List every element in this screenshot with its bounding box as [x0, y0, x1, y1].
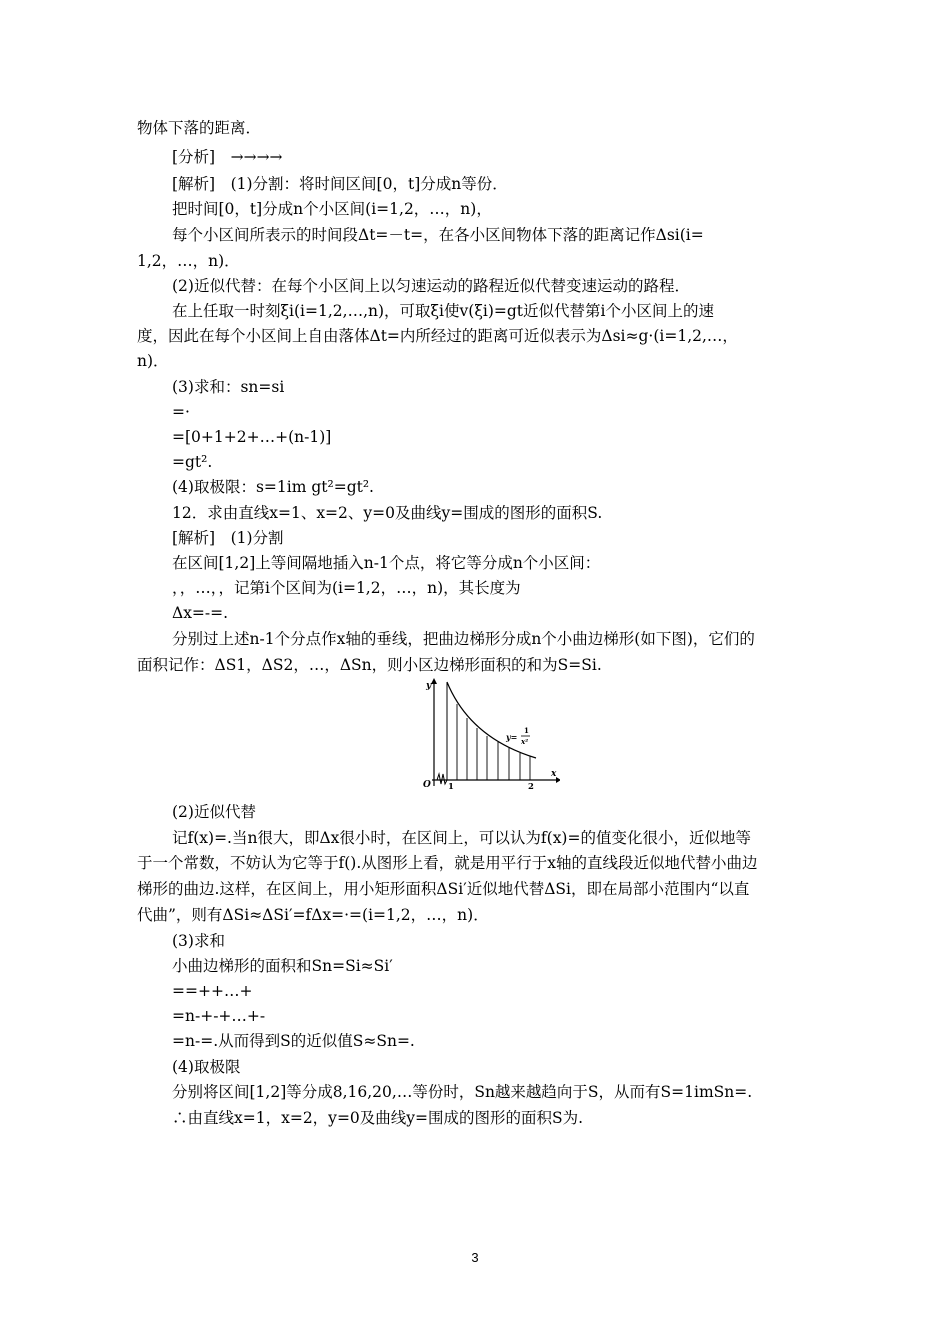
- curve-trapezoid-figure: [420, 676, 560, 790]
- text-line: Δx=-=.: [172, 604, 229, 622]
- text-line: 记f(x)=.当n很大，即Δx很小时，在区间上，可以认为f(x)=的值变化很小，近似地等: [172, 829, 751, 847]
- text-line: 度，因此在每个小区间上自由落体Δt=内所经过的距离可近似表示为Δsi≈g·(i=1,2,…，: [137, 327, 738, 345]
- text-line: =gt².: [172, 453, 213, 471]
- x-axis-arrow: [556, 777, 560, 783]
- text-line: (2)近似代替: [172, 803, 256, 821]
- curve-y-1-over-x: [447, 682, 536, 758]
- text-line: ，，…，，记第i个区间为(i=1,2，…，n)，其长度为: [172, 579, 521, 597]
- text-line: 在区间[1,2]上等间隔地插入n-1个点，将它等分成n个小区间：: [172, 554, 601, 572]
- text-line: 梯形的曲边.这样，在区间上，用小矩形面积ΔSi′近似地代替ΔSi，即在局部小范围内“以直: [137, 880, 750, 898]
- curve-equation-numerator: 1: [524, 726, 529, 735]
- x-axis-label: x: [551, 769, 557, 779]
- text-line: (3)求和: [172, 932, 225, 950]
- origin-label: O: [423, 780, 431, 790]
- x-tick-label-1: 1: [448, 782, 454, 790]
- text-line: 面积记作：ΔS1，ΔS2，…，ΔSn，则小区边梯形面积的和为S=Si.: [137, 656, 602, 674]
- text-line: 于一个常数，不妨认为它等于f().从图形上看，就是用平行于x轴的直线段近似地代替小曲边: [137, 854, 758, 872]
- text-line: 每个小区间所表示的时间段Δt=－t=，在各小区间物体下落的距离记作Δsi(i=: [172, 226, 704, 244]
- text-line: (4)取极限：s=1im gt²=gt².: [172, 478, 374, 496]
- text-line: ==++…+: [172, 982, 253, 1000]
- text-line: (4)取极限: [172, 1058, 241, 1076]
- y-axis-arrow: [431, 678, 437, 684]
- curve-equation-denominator: x²: [521, 737, 529, 746]
- text-line: (2)近似代替：在每个小区间上以匀速运动的路程近似代替变速运动的路程．: [172, 277, 690, 295]
- x-tick-label-2: 2: [528, 782, 534, 790]
- text-line: =n-=.从而得到S的近似值S≈Sn=.: [172, 1032, 415, 1050]
- text-line: n)．: [137, 352, 169, 370]
- text-line: [解析] (1)分割: [172, 529, 284, 547]
- text-line: 物体下落的距离．: [137, 119, 262, 137]
- text-line: =n-+-+…+-: [172, 1007, 266, 1025]
- axis-break-mark: [437, 774, 447, 784]
- text-line: 分别将区间[1,2]等分成8,16,20,…等份时，Sn越来越趋向于S，从而有S=1imSn=.: [172, 1083, 753, 1101]
- text-line: [解析] (1)分割：将时间区间[0，t]分成n等份．: [172, 175, 508, 193]
- curve-equation-label: y=: [506, 732, 518, 742]
- page-number: 3: [471, 1250, 479, 1265]
- text-line: ∴由直线x=1，x=2，y=0及曲线y=围成的图形的面积S为.: [172, 1109, 584, 1127]
- text-line: 在上任取一时刻ξi(i=1,2,…,n)，可取ξi使v(ξi)=gt近似代替第i个小区间上的速: [172, 302, 714, 320]
- text-line: (3)求和：sn=si: [172, 378, 285, 396]
- text-line: 把时间[0，t]分成n个小区间(i=1,2，…，n)，: [172, 200, 492, 218]
- text-line: [分析] →→→→: [172, 148, 283, 166]
- text-line: 代曲”，则有ΔSi≈ΔSi′=fΔx=·=(i=1,2，…，n)．: [137, 906, 489, 924]
- text-line: =·: [172, 403, 190, 421]
- text-line: 分别过上述n-1个分点作x轴的垂线，把曲边梯形分成n个小曲边梯形(如下图)，它们的: [172, 630, 755, 648]
- text-line: =[0+1+2+…+(n-1)]: [172, 428, 332, 446]
- text-line: 12．求由直线x=1、x=2、y=0及曲线y=围成的图形的面积S.: [172, 504, 603, 522]
- y-axis-label: y: [426, 681, 432, 691]
- text-line: 1,2，…，n)．: [137, 252, 240, 270]
- text-line: 小曲边梯形的面积和Sn=Si≈Si′: [172, 957, 393, 975]
